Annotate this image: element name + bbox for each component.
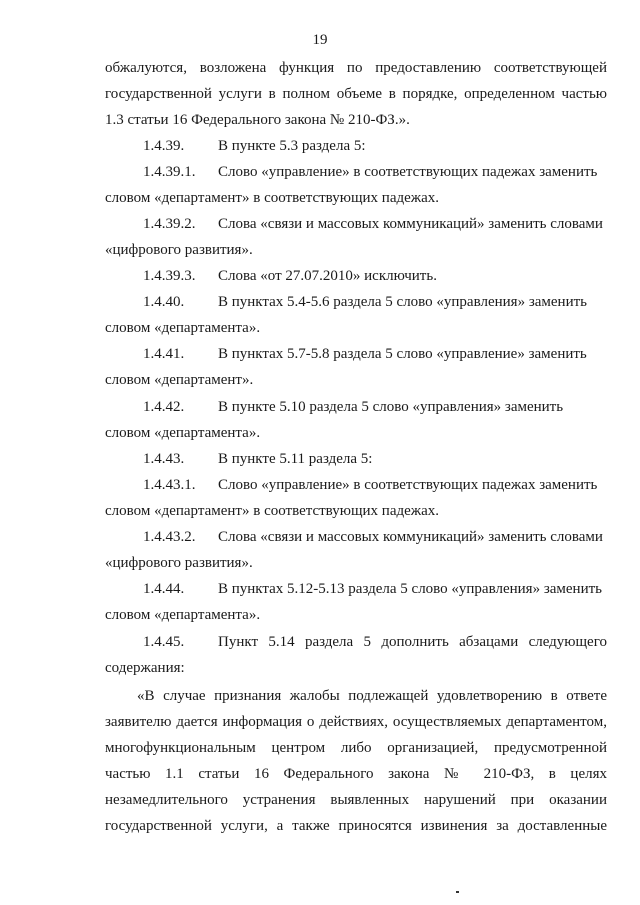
clause-number: 1.4.42. bbox=[143, 399, 185, 415]
clause-number: 1.4.39.3. bbox=[143, 268, 196, 284]
paragraph-line: словом «департамента». bbox=[105, 607, 261, 623]
clause-text: Слово «управление» в соответствующих падежах заменить bbox=[218, 164, 598, 180]
clause-text: Пункт 5.14 раздела 5 дополнить абзацами следующего bbox=[218, 634, 607, 650]
clause-text: В пунктах 5.4-5.6 раздела 5 слово «управления» заменить bbox=[218, 294, 588, 310]
scan-mark bbox=[456, 891, 459, 893]
clause-1-4-45 bbox=[105, 633, 607, 651]
clause-1-4-43-2 bbox=[105, 528, 607, 546]
quote-line: заявителю дается информация о действиях, осуществляемых департаментом, bbox=[105, 714, 607, 730]
paragraph-line: словом «департамента». bbox=[105, 320, 261, 336]
clause-text: Слово «управление» в соответствующих падежах заменить bbox=[218, 477, 598, 493]
quote-line: незамедлительного устранения выявленных нарушений при оказании bbox=[105, 792, 607, 808]
paragraph-line: словом «департамента». bbox=[105, 425, 261, 441]
clause-1-4-41 bbox=[105, 345, 607, 363]
clause-number: 1.4.44. bbox=[143, 581, 185, 597]
clause-text: В пунктах 5.7-5.8 раздела 5 слово «управление» заменить bbox=[218, 346, 587, 362]
paragraph-line: словом «департамент». bbox=[105, 372, 254, 388]
clause-number: 1.4.41. bbox=[143, 346, 185, 362]
paragraph-line: 1.3 статьи 16 Федерального закона № 210-ФЗ.». bbox=[105, 112, 410, 128]
quote-line: государственной услуги, а также приносятся извинения за доставленные bbox=[105, 818, 607, 834]
clause-1-4-39 bbox=[105, 137, 607, 155]
paragraph-line: «цифрового развития». bbox=[105, 242, 253, 258]
clause-1-4-39-2 bbox=[105, 215, 607, 233]
clause-1-4-43 bbox=[105, 450, 607, 468]
clause-text: Слова «связи и массовых коммуникаций» заменить словами bbox=[218, 529, 603, 545]
quote-line: «В случае признания жалобы подлежащей удовлетворению в ответе bbox=[137, 688, 607, 704]
clause-number: 1.4.45. bbox=[143, 634, 185, 650]
clause-1-4-39-3 bbox=[105, 267, 607, 285]
paragraph-line: обжалуются, возложена функция по предоставлению соответствующей bbox=[105, 60, 607, 76]
clause-text: В пункте 5.11 раздела 5: bbox=[218, 451, 373, 467]
clause-number: 1.4.39.1. bbox=[143, 164, 196, 180]
clause-number: 1.4.43.1. bbox=[143, 477, 196, 493]
paragraph-line: содержания: bbox=[105, 660, 185, 676]
clause-text: В пункте 5.10 раздела 5 слово «управления» заменить bbox=[218, 399, 564, 415]
clause-number: 1.4.39.2. bbox=[143, 216, 196, 232]
clause-number: 1.4.40. bbox=[143, 294, 185, 310]
clause-text: В пунктах 5.12-5.13 раздела 5 слово «управления» заменить bbox=[218, 581, 603, 597]
clause-1-4-44 bbox=[105, 580, 607, 598]
clause-text: В пункте 5.3 раздела 5: bbox=[218, 138, 366, 154]
clause-number: 1.4.43.2. bbox=[143, 529, 196, 545]
paragraph-line: словом «департамент» в соответствующих падежах. bbox=[105, 503, 440, 519]
clause-text: Слова «связи и массовых коммуникаций» заменить словами bbox=[218, 216, 603, 232]
clause-number: 1.4.39. bbox=[143, 138, 185, 154]
clause-text: Слова «от 27.07.2010» исключить. bbox=[218, 268, 437, 284]
clause-1-4-39-1 bbox=[105, 163, 607, 181]
clause-1-4-42 bbox=[105, 398, 607, 416]
paragraph-line: «цифрового развития». bbox=[105, 555, 253, 571]
paragraph-line: государственной услуги в полном объеме в порядке, определенном частью bbox=[105, 86, 607, 102]
quote-line: многофункциональным центром либо организацией, предусмотренной bbox=[105, 740, 607, 756]
page-number: 19 bbox=[312, 32, 328, 48]
clause-number: 1.4.43. bbox=[143, 451, 185, 467]
clause-1-4-43-1 bbox=[105, 476, 607, 494]
quote-line: частью 1.1 статьи 16 Федерального закона № 210-ФЗ, в целях bbox=[105, 766, 607, 782]
paragraph-line: словом «департамент» в соответствующих падежах. bbox=[105, 190, 440, 206]
clause-1-4-40 bbox=[105, 293, 607, 311]
